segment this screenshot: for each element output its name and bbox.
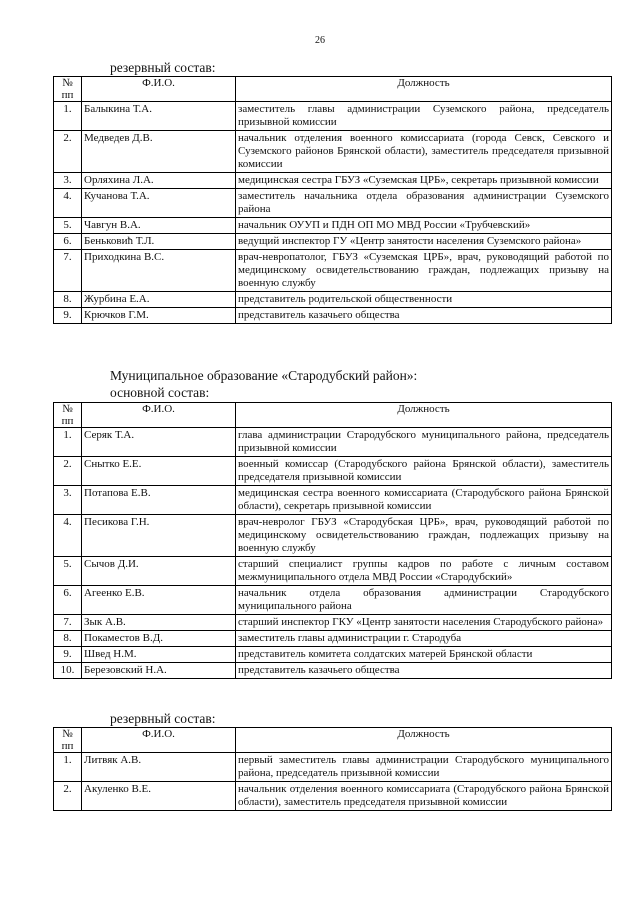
- table-row: [54, 557, 612, 586]
- row-number: 7.: [54, 615, 82, 631]
- table-row: [54, 647, 612, 663]
- table-row: [54, 250, 612, 292]
- table-row: [54, 173, 612, 189]
- block2-caption-municipality: Муниципальное образование «Стародубский район»:: [110, 368, 418, 383]
- header-name: Ф.И.О.: [82, 77, 236, 102]
- header-num: № пп: [54, 77, 82, 102]
- row-number: 2.: [54, 782, 82, 811]
- row-number: 4.: [54, 189, 82, 218]
- row-number: 10.: [54, 663, 82, 679]
- row-number: 2.: [54, 457, 82, 486]
- table-row: [54, 586, 612, 615]
- table-row: [54, 515, 612, 557]
- table-header-row: [54, 728, 612, 753]
- person-name: Медведев Д.В.: [82, 131, 236, 173]
- row-number: 7.: [54, 250, 82, 292]
- block2-table: [53, 402, 612, 679]
- person-name: Швед Н.М.: [82, 647, 236, 663]
- row-number: 2.: [54, 131, 82, 173]
- header-position: Должность: [236, 403, 612, 428]
- page-number: 26: [315, 35, 325, 46]
- person-position: медицинская сестра военного комиссариата (Стародубского района Брянской области), секретарь призывной комиссии: [236, 486, 612, 515]
- person-name: Зык А.В.: [82, 615, 236, 631]
- person-position: заместитель начальника отдела образования администрации Суземского района: [236, 189, 612, 218]
- row-number: 6.: [54, 234, 82, 250]
- row-number: 5.: [54, 218, 82, 234]
- person-name: Потапова Е.В.: [82, 486, 236, 515]
- row-number: 5.: [54, 557, 82, 586]
- table-row: [54, 131, 612, 173]
- person-position: начальник отделения военного комиссариата (города Севск, Севского и Суземского районов Брянской области), заместитель председателя призывной комиссии: [236, 131, 612, 173]
- table-row: [54, 308, 612, 324]
- row-number: 4.: [54, 515, 82, 557]
- table-row: [54, 663, 612, 679]
- person-position: заместитель главы администрации г. Стародуба: [236, 631, 612, 647]
- row-number: 3.: [54, 486, 82, 515]
- person-name: Акуленко В.Е.: [82, 782, 236, 811]
- row-number: 8.: [54, 631, 82, 647]
- table-row: [54, 428, 612, 457]
- row-number: 9.: [54, 308, 82, 324]
- block3-table: [53, 727, 612, 811]
- person-position: представитель родительской общественности: [236, 292, 612, 308]
- row-number: 6.: [54, 586, 82, 615]
- block1-table: [53, 76, 612, 324]
- table-row: [54, 189, 612, 218]
- row-number: 1.: [54, 102, 82, 131]
- person-position: врач-невропатолог, ГБУЗ «Суземская ЦРБ», врач, руководящий работой по медицинскому освидетельствованию граждан, подлежащих призыву на военную службу: [236, 250, 612, 292]
- person-name: Сычов Д.И.: [82, 557, 236, 586]
- person-name: Агеенко Е.В.: [82, 586, 236, 615]
- person-position: первый заместитель главы администрации Стародубского муниципального района, председатель призывной комиссии: [236, 753, 612, 782]
- person-name: Березовский Н.А.: [82, 663, 236, 679]
- table-row: [54, 102, 612, 131]
- person-name: Орляхина Л.А.: [82, 173, 236, 189]
- row-number: 3.: [54, 173, 82, 189]
- person-position: старший инспектор ГКУ «Центр занятости населения Стародубского района»: [236, 615, 612, 631]
- table-row: [54, 782, 612, 811]
- header-position: Должность: [236, 77, 612, 102]
- person-position: заместитель главы администрации Суземского района, председатель призывной комиссии: [236, 102, 612, 131]
- person-position: начальник отделения военного комиссариата (Стародубского района Брянской области), заместитель председателя призывной комиссии: [236, 782, 612, 811]
- person-position: ведущий инспектор ГУ «Центр занятости населения Суземского района»: [236, 234, 612, 250]
- row-number: 1.: [54, 753, 82, 782]
- table-row: [54, 615, 612, 631]
- table-row: [54, 457, 612, 486]
- table-row: [54, 486, 612, 515]
- person-position: представитель казачьего общества: [236, 308, 612, 324]
- person-position: начальник отдела образования администрации Стародубского муниципального района: [236, 586, 612, 615]
- table-row: [54, 631, 612, 647]
- header-name: Ф.И.О.: [82, 728, 236, 753]
- person-position: представитель казачьего общества: [236, 663, 612, 679]
- block3-caption: резервный состав:: [110, 711, 216, 726]
- header-num: № пп: [54, 403, 82, 428]
- person-position: представитель комитета солдатских матерей Брянской области: [236, 647, 612, 663]
- person-position: военный комиссар (Стародубского района Брянской области), заместитель председателя призывной комиссии: [236, 457, 612, 486]
- table-row: [54, 218, 612, 234]
- header-position: Должность: [236, 728, 612, 753]
- person-name: Беньковић Т.Л.: [82, 234, 236, 250]
- table-row: [54, 234, 612, 250]
- row-number: 9.: [54, 647, 82, 663]
- table-header-row: [54, 77, 612, 102]
- person-position: старший специалист группы кадров по работе с личным составом межмуниципального отдела МВД России «Стародубский»: [236, 557, 612, 586]
- row-number: 8.: [54, 292, 82, 308]
- row-number: 1.: [54, 428, 82, 457]
- person-position: врач-невролог ГБУЗ «Стародубская ЦРБ», врач, руководящий работой по медицинскому освидетельствованию граждан, подлежащих призыву на военную службу: [236, 515, 612, 557]
- person-position: глава администрации Стародубского муниципального района, председатель призывной комиссии: [236, 428, 612, 457]
- person-position: начальник ОУУП и ПДН ОП МО МВД России «Трубчевский»: [236, 218, 612, 234]
- person-name: Крючков Г.М.: [82, 308, 236, 324]
- person-name: Кучанова Т.А.: [82, 189, 236, 218]
- person-name: Журбина Е.А.: [82, 292, 236, 308]
- header-name: Ф.И.О.: [82, 403, 236, 428]
- person-name: Балыкина Т.А.: [82, 102, 236, 131]
- table-header-row: [54, 403, 612, 428]
- person-position: медицинская сестра ГБУЗ «Суземская ЦРБ», секретарь призывной комиссии: [236, 173, 612, 189]
- person-name: Серяк Т.А.: [82, 428, 236, 457]
- block2-caption: основной состав:: [110, 385, 210, 400]
- person-name: Чавгун В.А.: [82, 218, 236, 234]
- table-row: [54, 753, 612, 782]
- person-name: Снытко Е.Е.: [82, 457, 236, 486]
- table-row: [54, 292, 612, 308]
- header-num: № пп: [54, 728, 82, 753]
- person-name: Песикова Г.Н.: [82, 515, 236, 557]
- block1-caption: резервный состав:: [110, 60, 216, 75]
- person-name: Литвяк А.В.: [82, 753, 236, 782]
- person-name: Покаместов В.Д.: [82, 631, 236, 647]
- person-name: Приходкина В.С.: [82, 250, 236, 292]
